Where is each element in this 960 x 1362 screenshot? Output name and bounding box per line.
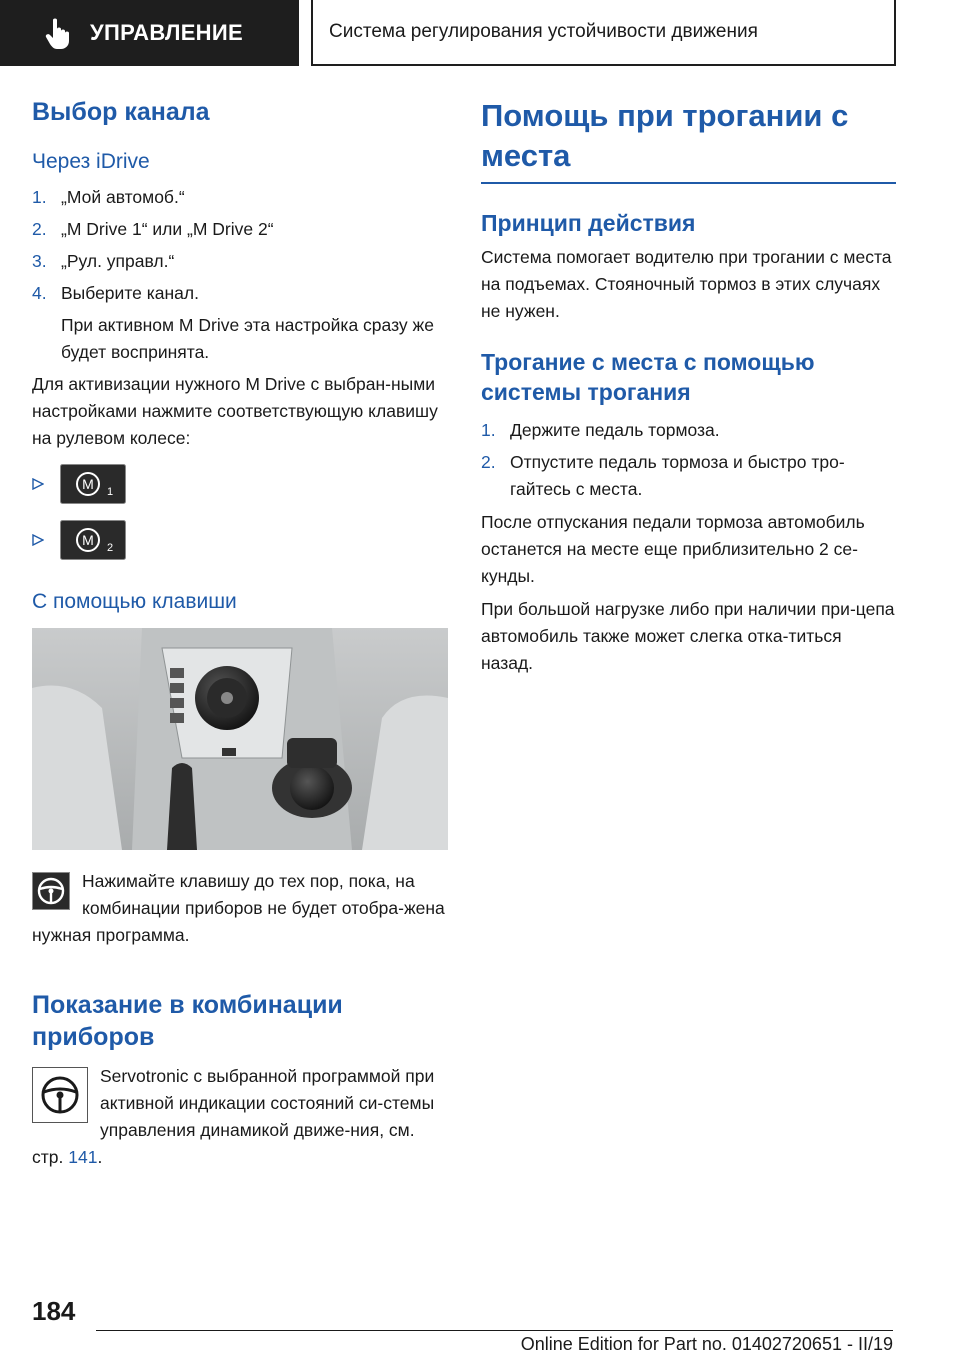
edition-note: Online Edition for Part no. 01402720651 - II/19: [520, 1334, 893, 1354]
m1-steering-key-icon: [60, 464, 126, 504]
principle-heading: Принцип действия: [481, 210, 696, 236]
via-idrive-heading: Через iDrive: [32, 150, 150, 173]
list-item: 3. „Рул. управл.“: [32, 251, 175, 271]
start-heading: Трогание с места с помощью системы трогания: [481, 349, 815, 405]
cluster-display-title: Показание в комбинации приборов: [32, 991, 343, 1051]
left-column: [32, 96, 448, 1171]
hand-pointer-icon: [42, 16, 76, 50]
header-chapter-title: Система регулирования устойчивости движения: [329, 21, 758, 42]
page-reference-link[interactable]: 141: [68, 1147, 98, 1167]
center-console-photo: [32, 628, 448, 850]
press-instruction: Нажимайте клавишу до тех пор, пока, на комбинации приборов не будет отобра-жена нужная программа.: [32, 871, 445, 945]
activation-text: Для активизации нужного M Drive с выбран-ными настройками нажмите соответствующую клавишу на рулевом колесе:: [32, 374, 438, 448]
header-section-label: УПРАВЛЕНИЕ: [90, 20, 243, 45]
channel-select-title: Выбор канала: [32, 98, 210, 126]
svg-text:1: 1: [107, 486, 114, 498]
triangle-bullet-icon: [32, 478, 44, 490]
list-item: 4. Выберите канал.: [32, 283, 199, 303]
header-section-tab: [0, 0, 299, 66]
svg-text:2: 2: [107, 542, 114, 554]
via-button-heading: С помощью клавиши: [32, 590, 237, 613]
release-text: После отпускания педали тормоза автомобиль останется на месте еще приблизительно 2 се-кунды.: [481, 512, 865, 586]
list-item: 1. Держите педаль тормоза.: [481, 420, 720, 440]
list-item: 2. Отпустите педаль тормоза и быстро тро-гайтесь с места.: [481, 452, 845, 499]
servotronic-text: Servotronic с выбранной программой при активной индикации состояний си-стемы управления динамикой движе-ния, см. стр. 141.: [32, 1066, 435, 1167]
right-column: [481, 96, 896, 677]
footer-rule: [96, 1330, 893, 1331]
triangle-bullet-icon: [32, 534, 44, 546]
svg-text:M: M: [82, 532, 94, 548]
step4-note: При активном M Drive эта настройка сразу же будет воспринята.: [61, 315, 434, 362]
title-underline: [481, 182, 896, 184]
list-item: 1. „Мой автомоб.“: [32, 187, 185, 207]
key-item-m1: [32, 464, 448, 504]
hill-assist-title: Помощь при трогании с места: [481, 98, 849, 173]
start-steps-list: [481, 417, 896, 503]
load-text: При большой нагрузке либо при наличии при-цепа автомобиль также может слегка отка-титься назад.: [481, 599, 895, 673]
page-number: 184: [32, 1296, 76, 1326]
svg-text:M: M: [82, 476, 94, 492]
m2-steering-key-icon: [60, 520, 126, 560]
servotronic-steering-icon: [32, 1067, 88, 1123]
key-item-m2: [32, 520, 448, 560]
idrive-steps-list: [32, 184, 448, 307]
list-item: 2. „M Drive 1“ или „M Drive 2“: [32, 219, 274, 239]
steering-wheel-icon: [32, 872, 70, 910]
header-chapter-box: [311, 0, 896, 66]
principle-text: Система помогает водителю при трогании с места на подъемах. Стояночный тормоз в этих случаях не нужен.: [481, 247, 892, 321]
